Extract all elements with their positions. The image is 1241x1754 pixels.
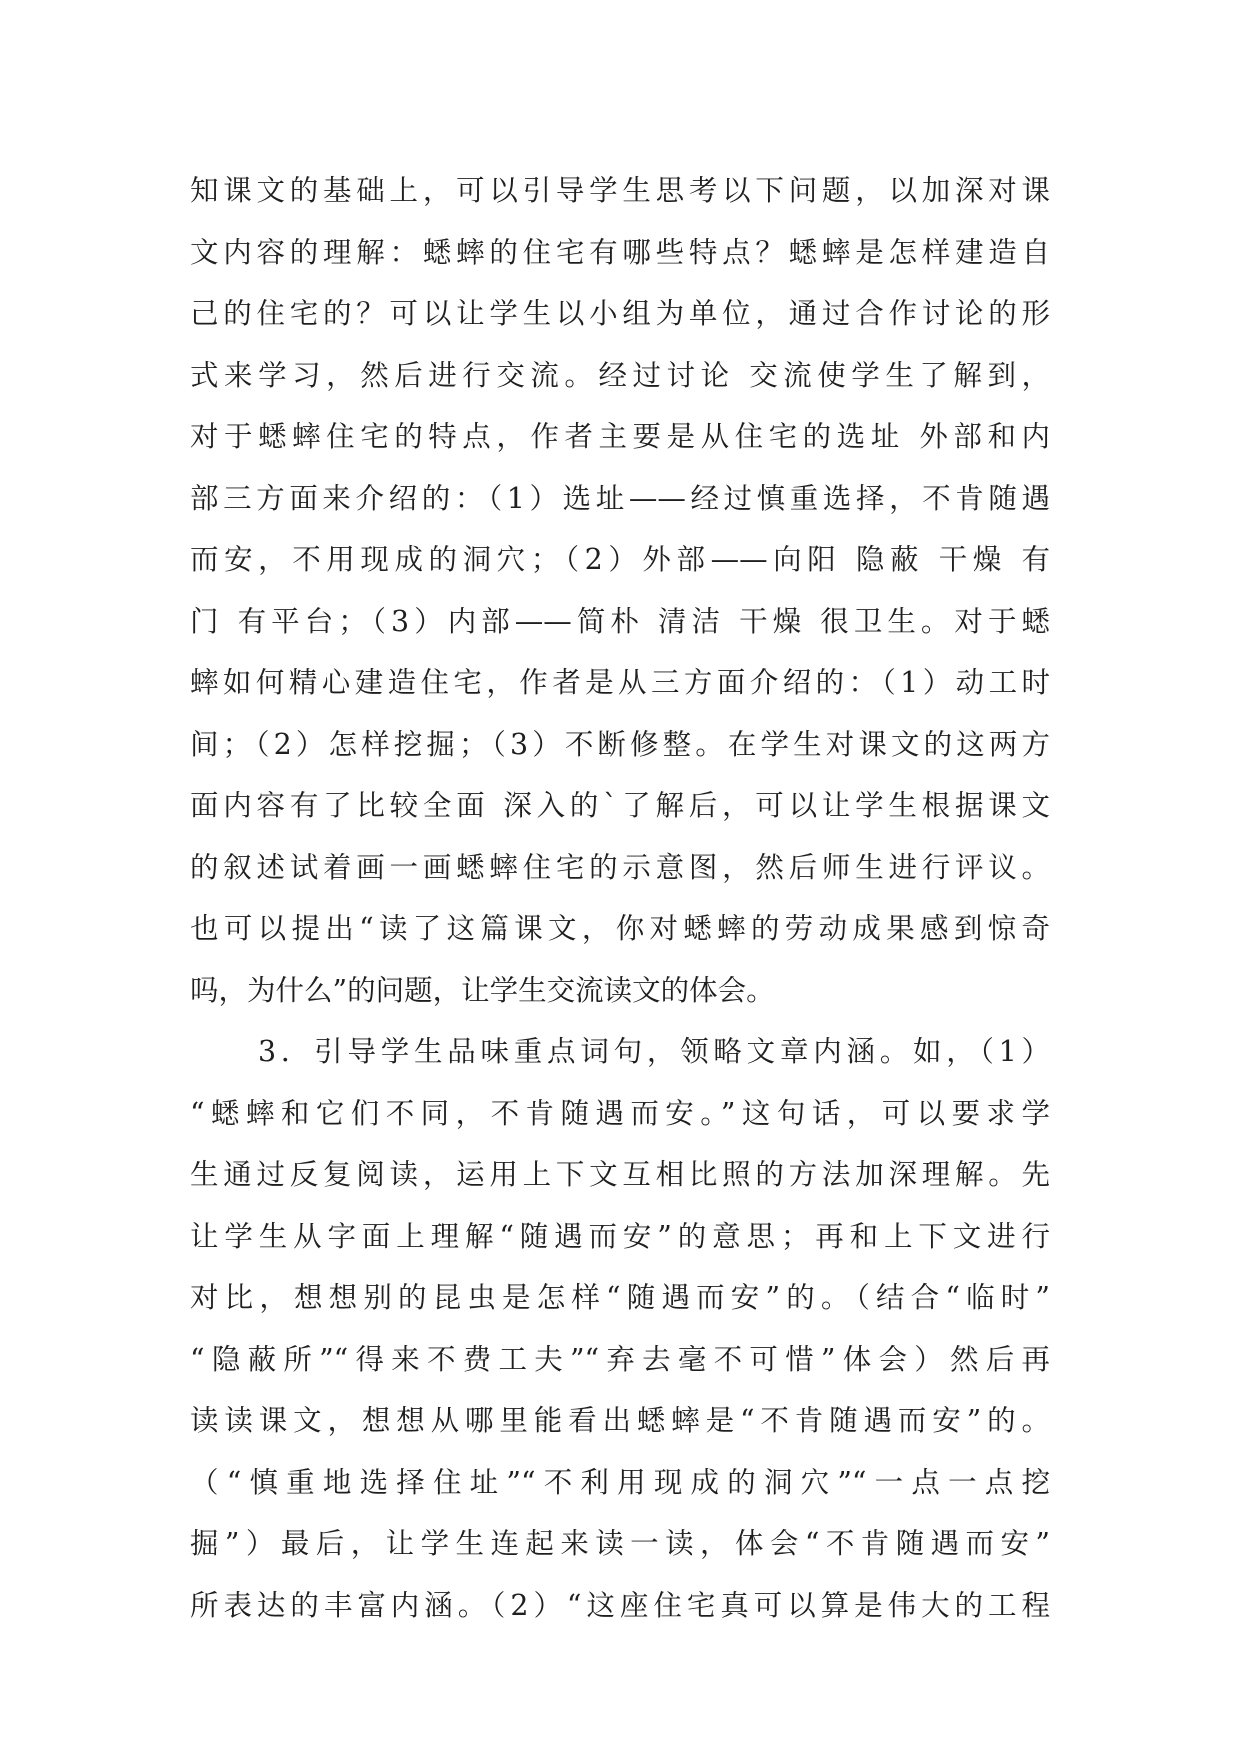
text-line: “隐蔽所”“得来不费工夫”“弃去毫不可惜”体会）然后再 [190, 1342, 1050, 1376]
text-line: 面内容有了比较全面 深入的`了解后，可以让学生根据课文 [190, 789, 1050, 822]
text-line: 己的住宅的？可以让学生以小组为单位，通过合作讨论的形 [190, 297, 1050, 330]
text-line: 部三方面来介绍的：（1）选址——经过慎重选择，不肯随遇 [190, 481, 1050, 515]
text-line: 知课文的基础上，可以引导学生思考以下问题，以加深对课 [190, 174, 1050, 207]
text-line: 而安，不用现成的洞穴；（2）外部——向阳 隐蔽 干燥 有 [190, 543, 1050, 576]
text-line: 3．引导学生品味重点词句，领略文章内涵。如，（1） [258, 1035, 1050, 1068]
text-line: 对比，想想别的昆虫是怎样“随遇而安”的。（结合“临时” [190, 1281, 1050, 1314]
text-line: 也可以提出“读了这篇课文，你对蟋蟀的劳动成果感到惊奇 [190, 912, 1050, 945]
text-line: 式来学习，然后进行交流。经过讨论 交流使学生了解到， [190, 358, 1050, 392]
text-line: 间；（2）怎样挖掘；（3）不断修整。在学生对课文的这两方 [190, 727, 1050, 761]
text-line: 所表达的丰富内涵。（2）“这座住宅真可以算是伟大的工程 [190, 1588, 1050, 1622]
text-line: 生通过反复阅读，运用上下文互相比照的方法加深理解。先 [190, 1158, 1050, 1191]
text-line: 门 有平台；（3）内部——简朴 清洁 干燥 很卫生。对于蟋 [190, 604, 1050, 638]
text-line: 蟀如何精心建造住宅，作者是从三方面介绍的：（1）动工时 [190, 666, 1050, 699]
text-line: 的叙述试着画一画蟋蟀住宅的示意图，然后师生进行评议。 [190, 850, 1050, 884]
text-line: 吗，为什么”的问题，让学生交流读文的体会。 [190, 973, 775, 1007]
text-line: 文内容的理解：蟋蟀的住宅有哪些特点？蟋蟀是怎样建造自 [190, 235, 1050, 269]
text-line: 掘”）最后，让学生连起来读一读，体会“不肯随遇而安” [190, 1527, 1050, 1560]
text-line: “蟋蟀和它们不同，不肯随遇而安。”这句话，可以要求学 [190, 1096, 1050, 1130]
body-text [190, 160, 1050, 1636]
text-line: （“慎重地选择住址”“不利用现成的洞穴”“一点一点挖 [190, 1465, 1050, 1499]
text-line: 对于蟋蟀住宅的特点，作者主要是从住宅的选址 外部和内 [190, 420, 1050, 453]
text-line: 让学生从字面上理解“随遇而安”的意思；再和上下文进行 [190, 1219, 1050, 1253]
text-line: 读读课文，想想从哪里能看出蟋蟀是“不肯随遇而安”的。 [190, 1404, 1050, 1437]
